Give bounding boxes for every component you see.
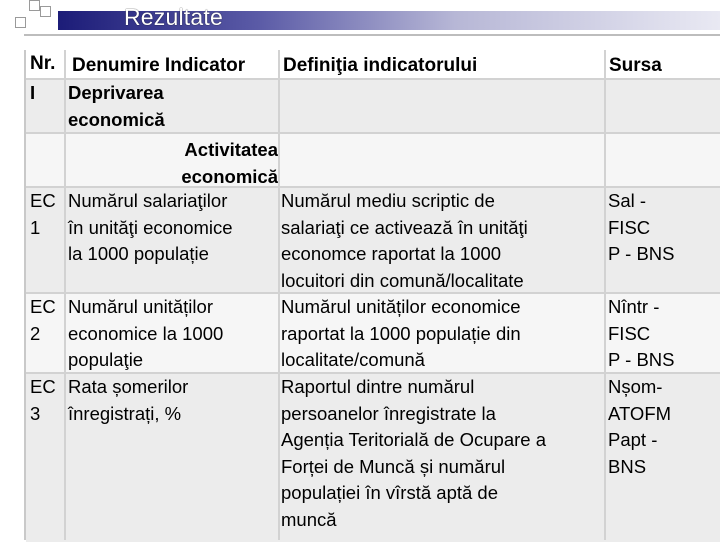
row-definition: Numărul unităților economice raportat la 1000 populație din localitate/comună bbox=[281, 296, 521, 370]
row-source: Nîntr - FISC P - BNS bbox=[608, 296, 675, 370]
row-nr: EC 1 bbox=[30, 190, 56, 238]
row-indicator: Rata șomerilor înregistrați, % bbox=[68, 376, 189, 424]
row-indicator: Numărul salariaţilor în unităţi economice la 1000 populație bbox=[68, 190, 233, 264]
row-definition: Numărul mediu scriptic de salariaţi ce activează în unităţi economce raportat la 1000 locuitori din comună/localitate bbox=[281, 190, 528, 291]
row-definition: Raportul dintre numărul persoanelor înregistrate la Agenția Teritorială de Ocupare a Forței de Muncă și numărul populației în vîrstă aptă de muncă bbox=[281, 376, 546, 530]
table-row bbox=[26, 292, 720, 372]
column-divider bbox=[604, 50, 606, 540]
section-nr: I bbox=[30, 82, 36, 103]
row-source: Sal - FISC P - BNS bbox=[608, 190, 675, 264]
row-nr: EC 2 bbox=[30, 296, 56, 344]
table-row bbox=[26, 186, 720, 292]
header-definition: Definiţia indicatorului bbox=[283, 55, 478, 76]
table-row bbox=[26, 78, 720, 132]
column-divider bbox=[64, 50, 66, 540]
decor-square-3 bbox=[15, 17, 26, 28]
decor-square-1 bbox=[9, 0, 19, 10]
row-nr: EC 3 bbox=[30, 376, 56, 424]
header-source: Sursa bbox=[609, 55, 662, 76]
header-nr: Nr. bbox=[30, 53, 56, 74]
title-underline bbox=[24, 34, 720, 36]
section-indicator: Activitatea economică bbox=[181, 139, 278, 187]
indicator-table bbox=[24, 50, 720, 540]
row-source: Nșom- ATOFM Papt - BNS bbox=[608, 376, 672, 477]
section-indicator: Deprivarea economică bbox=[68, 82, 165, 130]
decor-square-4 bbox=[40, 6, 51, 17]
decor-square-2 bbox=[29, 0, 40, 11]
table-row bbox=[26, 132, 720, 186]
row-indicator: Numărul unităților economice la 1000 populaţie bbox=[68, 296, 224, 370]
column-divider bbox=[278, 50, 280, 540]
table-header-row bbox=[26, 50, 720, 78]
table-row bbox=[26, 372, 720, 542]
slide-title: Rezultate bbox=[124, 4, 223, 30]
header-indicator: Denumire Indicator bbox=[72, 55, 246, 76]
